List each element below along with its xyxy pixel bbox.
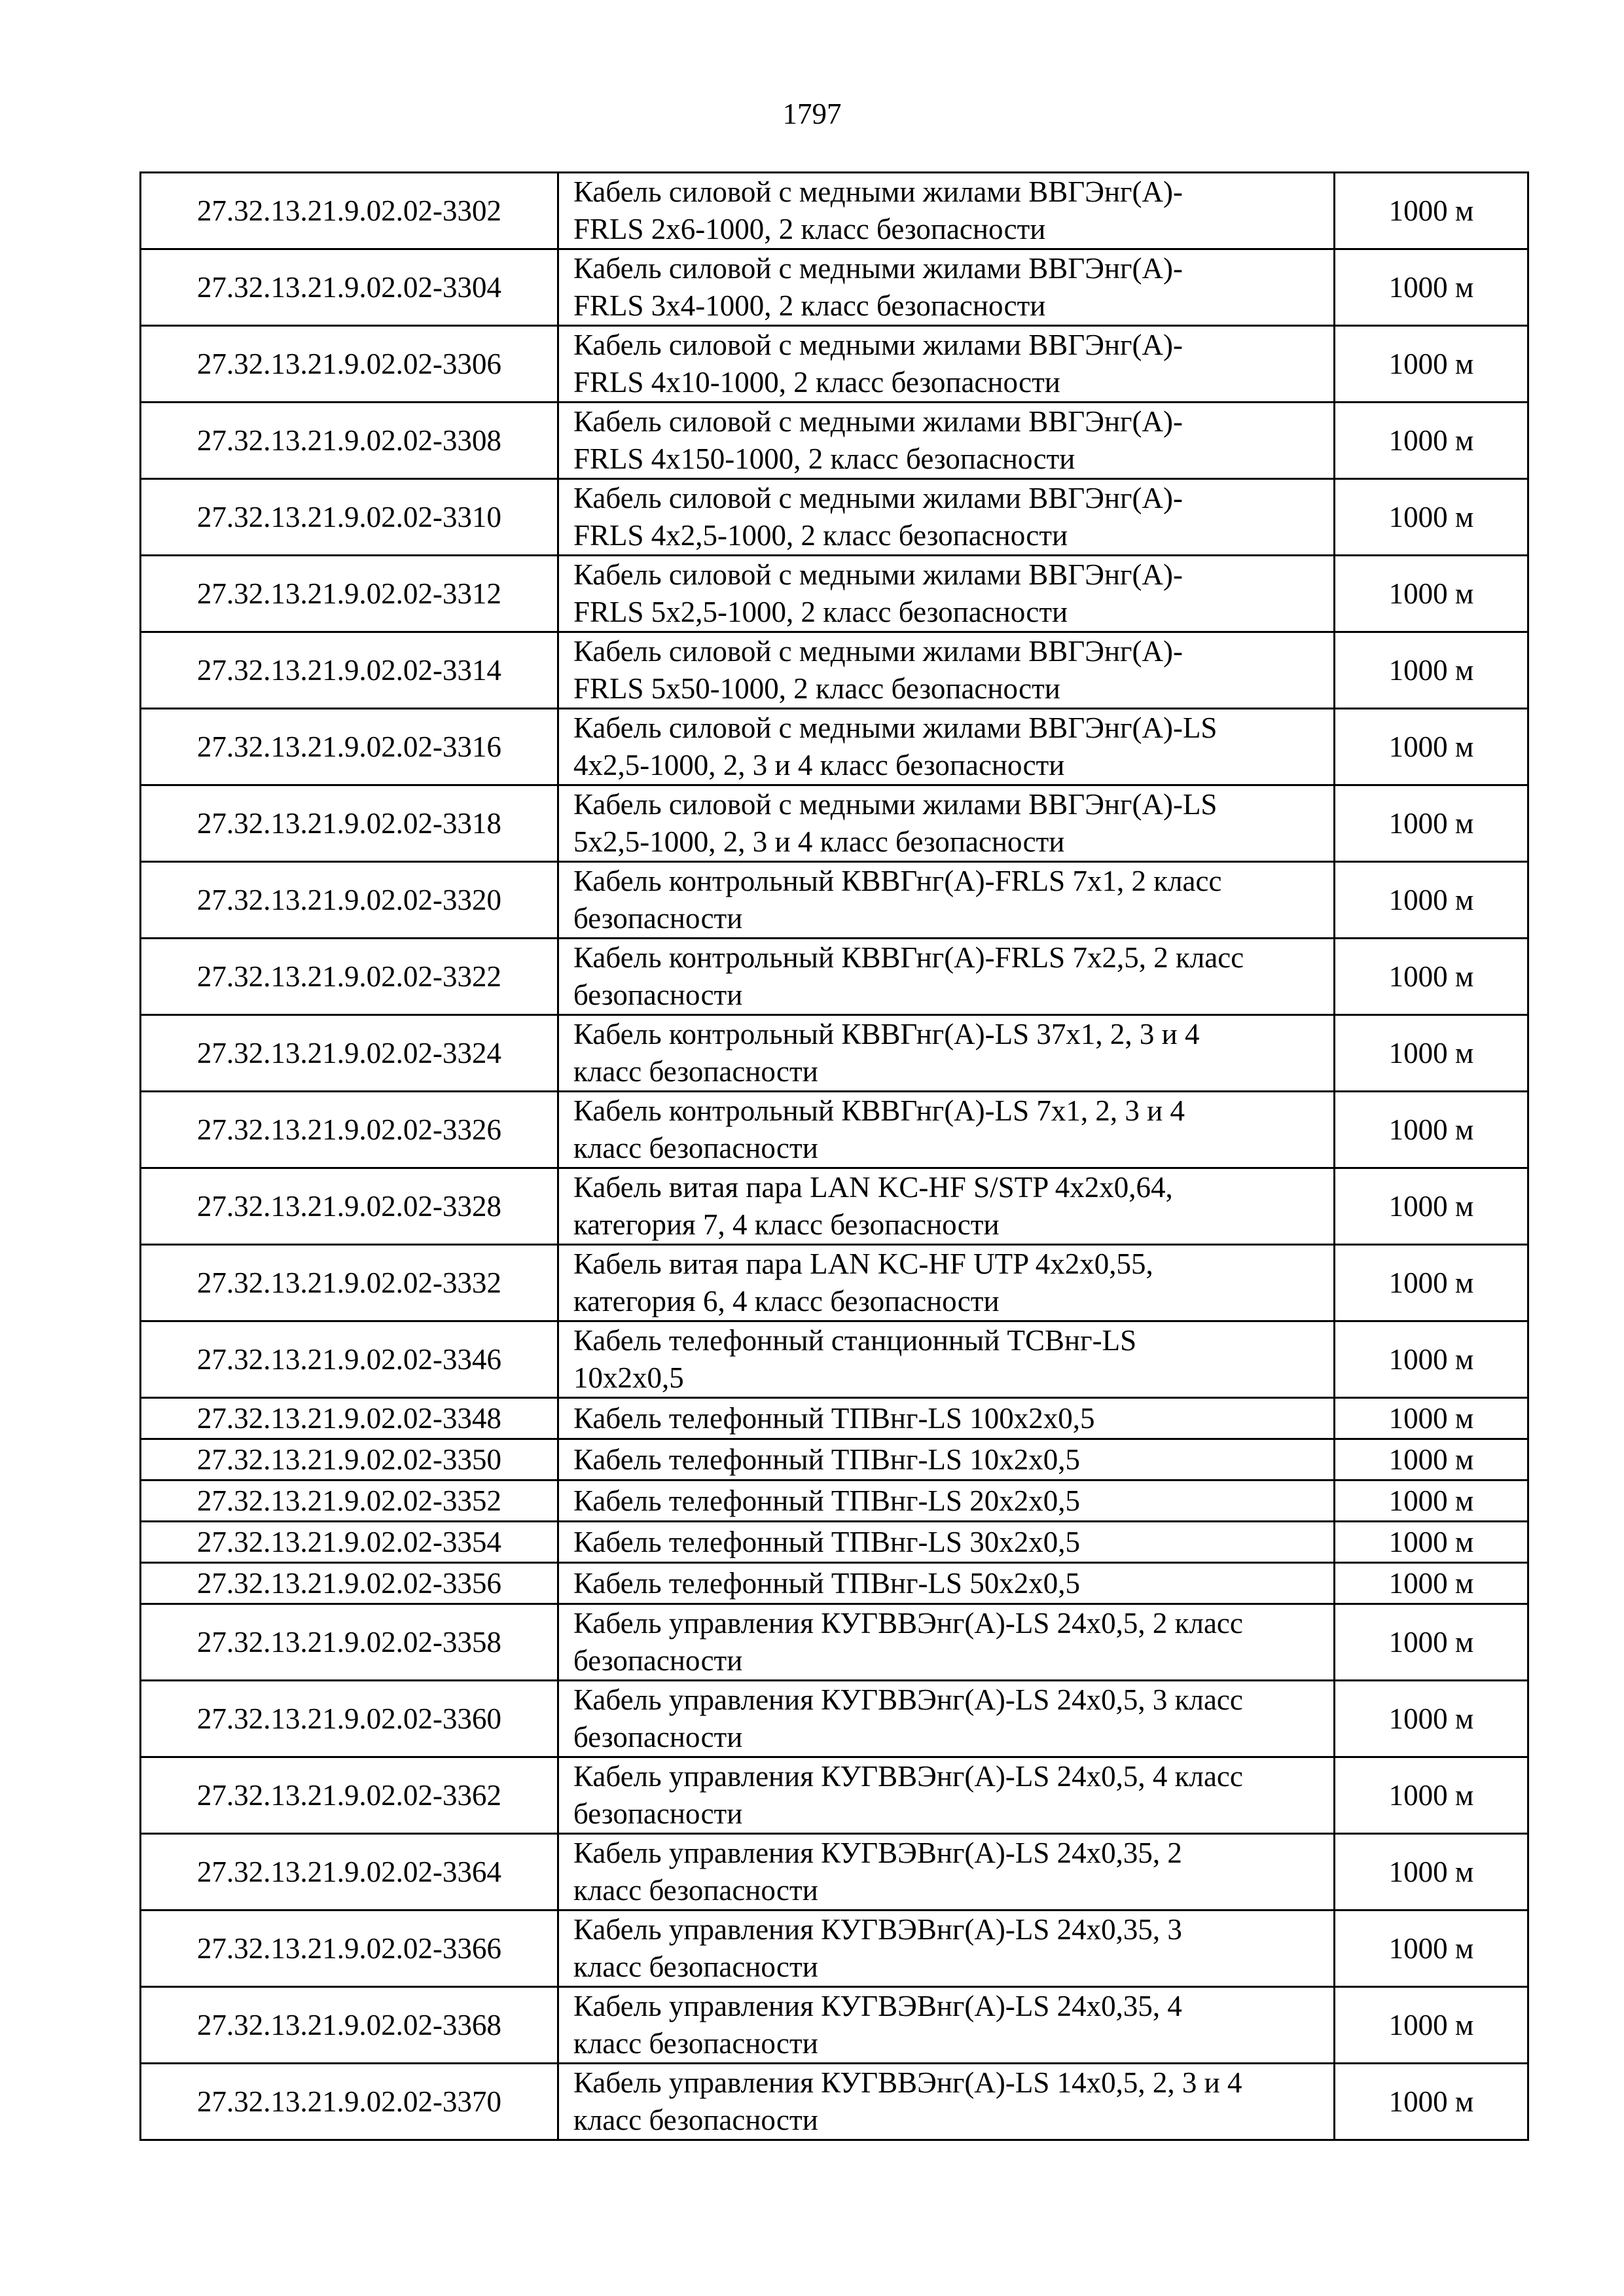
table-row (141, 1398, 1528, 1439)
resource-name-line: класс безопасности (573, 2027, 818, 2060)
resource-name-line: Кабель контрольный КВВГнг(А)-FRLS 7х1, 2 класс (573, 865, 1222, 897)
resource-unit: 1000 м (1335, 1987, 1528, 2064)
resource-code: 27.32.13.21.9.02.02-3314 (141, 632, 558, 709)
resource-name-line: Кабель управления КУГВВЭнг(А)-LS 14х0,5, 2, 3 и 4 (573, 2066, 1242, 2099)
resource-name (558, 1439, 1335, 1480)
resource-name-line: Кабель силовой с медными жилами ВВГЭнг(А)- (573, 558, 1183, 591)
resource-name (558, 1092, 1335, 1168)
resource-name-line: Кабель силовой с медными жилами ВВГЭнг(А)-LS (573, 788, 1218, 821)
resource-unit: 1000 м (1335, 1757, 1528, 1834)
resource-name (558, 939, 1335, 1015)
resource-name (558, 173, 1335, 249)
resource-unit: 1000 м (1335, 2064, 1528, 2140)
resource-name (558, 862, 1335, 939)
table-row (141, 632, 1528, 709)
table-row (141, 1168, 1528, 1245)
resource-unit: 1000 м (1335, 1834, 1528, 1910)
resource-code: 27.32.13.21.9.02.02-3304 (141, 249, 558, 326)
table-row (141, 326, 1528, 403)
resource-name-line: 4х2,5-1000, 2, 3 и 4 класс безопасности (573, 749, 1065, 781)
resource-unit: 1000 м (1335, 479, 1528, 556)
table-row (141, 1480, 1528, 1522)
resource-code: 27.32.13.21.9.02.02-3360 (141, 1681, 558, 1757)
resource-unit: 1000 м (1335, 1439, 1528, 1480)
resource-unit: 1000 м (1335, 632, 1528, 709)
resource-name (558, 1398, 1335, 1439)
table-row (141, 1604, 1528, 1681)
resource-unit: 1000 м (1335, 862, 1528, 939)
resource-name-line: Кабель контрольный КВВГнг(А)-LS 37х1, 2, 3 и 4 (573, 1018, 1200, 1050)
table-row (141, 173, 1528, 249)
resource-name-line: Кабель контрольный КВВГнг(А)-LS 7х1, 2, 3 и 4 (573, 1094, 1185, 1127)
resource-unit: 1000 м (1335, 1245, 1528, 1321)
table-row (141, 1321, 1528, 1398)
resource-name-line: класс безопасности (573, 1132, 818, 1164)
resource-name-line: Кабель управления КУГВЭВнг(А)-LS 24х0,35, 2 (573, 1837, 1182, 1869)
resource-name-line: FRLS 4х2,5-1000, 2 класс безопасности (573, 519, 1068, 552)
resource-code: 27.32.13.21.9.02.02-3324 (141, 1015, 558, 1092)
resource-unit: 1000 м (1335, 249, 1528, 326)
resource-name-line: Кабель телефонный ТПВнг-LS 50х2х0,5 (573, 1567, 1080, 1600)
resource-name (558, 1522, 1335, 1563)
resource-name-line: Кабель силовой с медными жилами ВВГЭнг(А)- (573, 329, 1183, 361)
resource-unit: 1000 м (1335, 1015, 1528, 1092)
resource-name (558, 249, 1335, 326)
resource-name (558, 1910, 1335, 1987)
table-row (141, 1757, 1528, 1834)
resource-name (558, 1757, 1335, 1834)
resource-unit: 1000 м (1335, 785, 1528, 862)
resource-code: 27.32.13.21.9.02.02-3308 (141, 403, 558, 479)
resource-name-line: Кабель силовой с медными жилами ВВГЭнг(А)- (573, 635, 1183, 668)
resource-name-line: Кабель управления КУГВЭВнг(А)-LS 24х0,35, 4 (573, 1990, 1182, 2022)
resource-unit: 1000 м (1335, 1522, 1528, 1563)
resource-code: 27.32.13.21.9.02.02-3328 (141, 1168, 558, 1245)
resource-name (558, 403, 1335, 479)
resource-unit: 1000 м (1335, 1168, 1528, 1245)
resource-name-line: Кабель телефонный станционный ТСВнг-LS (573, 1324, 1137, 1357)
resource-name (558, 2064, 1335, 2140)
resource-unit: 1000 м (1335, 1480, 1528, 1522)
resource-name-line: Кабель витая пара LAN KC-HF S/STP 4x2x0,64, (573, 1171, 1173, 1204)
resource-name-line: безопасности (573, 1797, 743, 1830)
resource-name-line: класс безопасности (573, 1874, 818, 1907)
table-row (141, 2064, 1528, 2140)
resource-name-line: Кабель силовой с медными жилами ВВГЭнг(А)- (573, 482, 1183, 514)
resource-code: 27.32.13.21.9.02.02-3310 (141, 479, 558, 556)
table-row (141, 1245, 1528, 1321)
table-row (141, 403, 1528, 479)
resource-name-line: класс безопасности (573, 1950, 818, 1983)
resource-name (558, 1834, 1335, 1910)
resource-name-line: Кабель силовой с медными жилами ВВГЭнг(А)- (573, 175, 1183, 208)
resource-code: 27.32.13.21.9.02.02-3302 (141, 173, 558, 249)
resource-name-line: категория 7, 4 класс безопасности (573, 1208, 1000, 1241)
resource-code: 27.32.13.21.9.02.02-3326 (141, 1092, 558, 1168)
resource-name-line: Кабель телефонный ТПВнг-LS 30х2х0,5 (573, 1526, 1080, 1558)
resource-code: 27.32.13.21.9.02.02-3366 (141, 1910, 558, 1987)
table-row (141, 479, 1528, 556)
resource-code: 27.32.13.21.9.02.02-3354 (141, 1522, 558, 1563)
table-row (141, 1439, 1528, 1480)
resource-code: 27.32.13.21.9.02.02-3318 (141, 785, 558, 862)
resource-name-line: Кабель силовой с медными жилами ВВГЭнг(А)- (573, 252, 1183, 285)
resource-unit: 1000 м (1335, 939, 1528, 1015)
resource-unit: 1000 м (1335, 1604, 1528, 1681)
resource-name-line: Кабель телефонный ТПВнг-LS 100х2х0,5 (573, 1402, 1095, 1435)
resource-name-line: Кабель контрольный КВВГнг(А)-FRLS 7х2,5, 2 класс (573, 941, 1244, 974)
resource-unit: 1000 м (1335, 1092, 1528, 1168)
resource-name-line: Кабель телефонный ТПВнг-LS 20х2х0,5 (573, 1484, 1080, 1517)
resource-name-line: FRLS 5х50-1000, 2 класс безопасности (573, 672, 1060, 705)
resource-code: 27.32.13.21.9.02.02-3368 (141, 1987, 558, 2064)
resource-code: 27.32.13.21.9.02.02-3312 (141, 556, 558, 632)
resource-name-line: Кабель витая пара LAN KC-HF UTP 4x2x0,55, (573, 1247, 1153, 1280)
table-row (141, 862, 1528, 939)
resource-name-line: FRLS 3х4-1000, 2 класс безопасности (573, 289, 1046, 322)
table-row (141, 1092, 1528, 1168)
resource-name-line: Кабель управления КУГВВЭнг(А)-LS 24х0,5, 4 класс (573, 1760, 1243, 1793)
resource-name (558, 326, 1335, 403)
resource-name (558, 1321, 1335, 1398)
resource-name (558, 1015, 1335, 1092)
resource-name-line: 5х2,5-1000, 2, 3 и 4 класс безопасности (573, 825, 1065, 858)
resource-code: 27.32.13.21.9.02.02-3316 (141, 709, 558, 785)
resource-code: 27.32.13.21.9.02.02-3346 (141, 1321, 558, 1398)
resource-name (558, 1563, 1335, 1604)
resource-name-line: Кабель силовой с медными жилами ВВГЭнг(А)-LS (573, 711, 1218, 744)
resource-name (558, 1168, 1335, 1245)
resource-name (558, 632, 1335, 709)
resource-unit: 1000 м (1335, 403, 1528, 479)
table-row (141, 1987, 1528, 2064)
resource-name-line: FRLS 5х2,5-1000, 2 класс безопасности (573, 596, 1068, 628)
resource-name (558, 1480, 1335, 1522)
resource-code: 27.32.13.21.9.02.02-3356 (141, 1563, 558, 1604)
resource-name (558, 1604, 1335, 1681)
resource-name-line: 10х2х0,5 (573, 1361, 684, 1394)
table-row (141, 1681, 1528, 1757)
resource-table (139, 171, 1529, 2141)
table-row (141, 1522, 1528, 1563)
resource-name-line: безопасности (573, 1644, 743, 1677)
resource-code: 27.32.13.21.9.02.02-3306 (141, 326, 558, 403)
resource-name (558, 709, 1335, 785)
resource-name-line: Кабель управления КУГВВЭнг(А)-LS 24х0,5, 2 класс (573, 1607, 1243, 1640)
resource-name (558, 785, 1335, 862)
resource-name (558, 1987, 1335, 2064)
resource-name-line: безопасности (573, 978, 743, 1011)
resource-unit: 1000 м (1335, 1321, 1528, 1398)
resource-code: 27.32.13.21.9.02.02-3348 (141, 1398, 558, 1439)
table-row (141, 709, 1528, 785)
resource-name-line: Кабель телефонный ТПВнг-LS 10х2х0,5 (573, 1443, 1080, 1476)
resource-unit: 1000 м (1335, 556, 1528, 632)
resource-code: 27.32.13.21.9.02.02-3352 (141, 1480, 558, 1522)
table-body (141, 173, 1528, 2140)
resource-code: 27.32.13.21.9.02.02-3358 (141, 1604, 558, 1681)
resource-name-line: класс безопасности (573, 2104, 818, 2136)
table-row (141, 1834, 1528, 1910)
resource-unit: 1000 м (1335, 1910, 1528, 1987)
resource-code: 27.32.13.21.9.02.02-3320 (141, 862, 558, 939)
resource-name-line: Кабель силовой с медными жилами ВВГЭнг(А)- (573, 405, 1183, 438)
table-row (141, 249, 1528, 326)
resource-code: 27.32.13.21.9.02.02-3322 (141, 939, 558, 1015)
resource-code: 27.32.13.21.9.02.02-3364 (141, 1834, 558, 1910)
resource-name-line: FRLS 2х6-1000, 2 класс безопасности (573, 213, 1046, 245)
resource-code: 27.32.13.21.9.02.02-3350 (141, 1439, 558, 1480)
resource-code: 27.32.13.21.9.02.02-3332 (141, 1245, 558, 1321)
resource-unit: 1000 м (1335, 1398, 1528, 1439)
resource-name-line: Кабель управления КУГВЭВнг(А)-LS 24х0,35, 3 (573, 1913, 1182, 1946)
resource-unit: 1000 м (1335, 173, 1528, 249)
resource-name-line: категория 6, 4 класс безопасности (573, 1285, 1000, 1318)
resource-name-line: FRLS 4х150-1000, 2 класс безопасности (573, 442, 1075, 475)
resource-name (558, 556, 1335, 632)
table-row (141, 556, 1528, 632)
resource-name-line: класс безопасности (573, 1055, 818, 1088)
resource-unit: 1000 м (1335, 1563, 1528, 1604)
resource-name-line: безопасности (573, 902, 743, 935)
table-row (141, 1910, 1528, 1987)
table-row (141, 1015, 1528, 1092)
resource-name-line: безопасности (573, 1721, 743, 1753)
resource-code: 27.32.13.21.9.02.02-3370 (141, 2064, 558, 2140)
table-row (141, 1563, 1528, 1604)
resource-name-line: Кабель управления КУГВВЭнг(А)-LS 24х0,5, 3 класс (573, 1683, 1243, 1716)
resource-unit: 1000 м (1335, 326, 1528, 403)
resource-code: 27.32.13.21.9.02.02-3362 (141, 1757, 558, 1834)
resource-unit: 1000 м (1335, 709, 1528, 785)
table-row (141, 939, 1528, 1015)
table-row (141, 785, 1528, 862)
resource-name (558, 479, 1335, 556)
resource-name (558, 1245, 1335, 1321)
resource-unit: 1000 м (1335, 1681, 1528, 1757)
resource-name (558, 1681, 1335, 1757)
resource-name-line: FRLS 4х10-1000, 2 класс безопасности (573, 366, 1060, 399)
page-number: 1797 (782, 98, 842, 130)
